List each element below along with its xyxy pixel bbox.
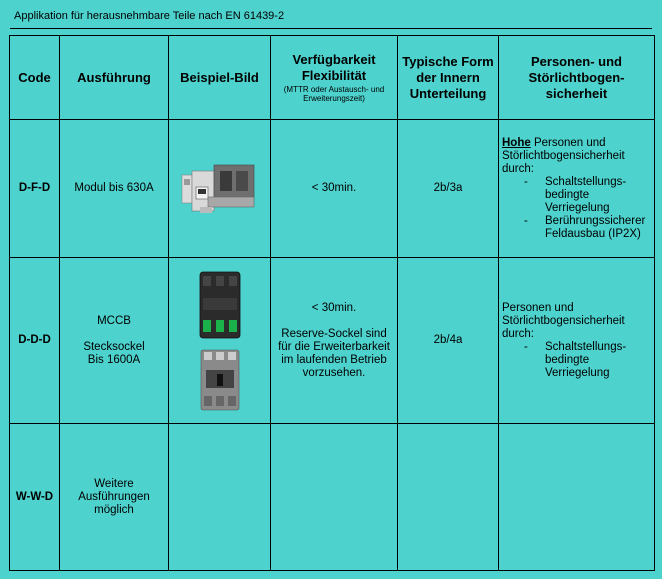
sicherheit-rest: Personen und Störlichtbogensicherheit durch: [502,136,625,175]
code-cell: W-W-D [10,424,60,571]
title-divider [10,28,652,29]
sicherheit-cell [499,424,655,571]
sicherheit-list [502,341,651,380]
code-cell: D-D-D [10,258,60,424]
form-cell [398,424,499,571]
list-item [502,176,651,215]
header-verfuegbarkeit-note: (MTTR oder Austausch- und Erweiterungszeit) [283,85,385,103]
header-verfuegbarkeit-label: Verfügbarkeit Flexibilität [292,52,376,83]
form-cell: 2b/3a [398,120,499,258]
sicherheit-cell [499,258,655,424]
table-row [10,120,655,258]
list-item-text: Schaltstellungs-bedingte Verriegelung [545,175,627,214]
list-item-text: Berührungssicherer Feldausbau (IP2X) [545,214,646,240]
header-ausfuehrung: Ausführung [60,36,169,120]
list-item-text: Schaltstellungs-bedingte Verriegelung [545,340,627,379]
table-row [10,258,655,424]
list-item [502,215,651,241]
verfuegbarkeit-cell: < 30min. [271,120,398,258]
header-form: Typische Form der Innern Unterteilung [398,36,499,120]
application-table [9,35,655,571]
example-image-cell [169,258,271,424]
module-630a-image [178,161,262,217]
list-dash: - [524,214,528,227]
sicherheit-text: Personen und Störlichtbogensicherheit durch: [502,301,625,340]
sicherheit-cell [499,120,655,258]
sicherheit-text [502,137,651,176]
header-verfuegbarkeit [271,36,398,120]
example-image-cell [169,424,271,571]
ausfuehrung-cell: Weitere Ausführungen möglich [60,424,169,571]
example-image-cell [169,120,271,258]
mccb-image [198,348,242,412]
ausfuehrung-line-2: Stecksockel [83,340,145,353]
form-cell: 2b/4a [398,258,499,424]
ausfuehrung-cell [60,258,169,424]
verfuegbarkeit-line-1: < 30min. [311,301,357,314]
list-dash: - [524,175,528,188]
line-gap [60,328,168,341]
ausfuehrung-cell: Modul bis 630A [60,120,169,258]
verfuegbarkeit-cell [271,424,398,571]
line-gap [275,315,393,328]
sicherheit-bold: Hohe [502,136,531,149]
header-beispiel-bild: Beispiel-Bild [169,36,271,120]
sicherheit-list [502,176,651,241]
header-sicherheit: Personen- und Störlichtbogen-sicherheit [499,36,655,120]
ausfuehrung-line-3: Bis 1600A [87,353,141,366]
ausfuehrung-line-1: MCCB [97,314,131,327]
verfuegbarkeit-cell [271,258,398,424]
page-title: Applikation für herausnehmbare Teile nach EN 61439-2 [14,10,285,22]
list-dash: - [524,340,528,353]
stecksockel-image [198,270,242,340]
header-code: Code [10,36,60,120]
list-item [502,341,651,380]
header-row [10,36,655,120]
verfuegbarkeit-line-2: Reserve-Sockel sind für die Erweiterbarkeit im laufenden Betrieb vorzusehen. [278,327,390,379]
code-cell: D-F-D [10,120,60,258]
table-row [10,424,655,571]
